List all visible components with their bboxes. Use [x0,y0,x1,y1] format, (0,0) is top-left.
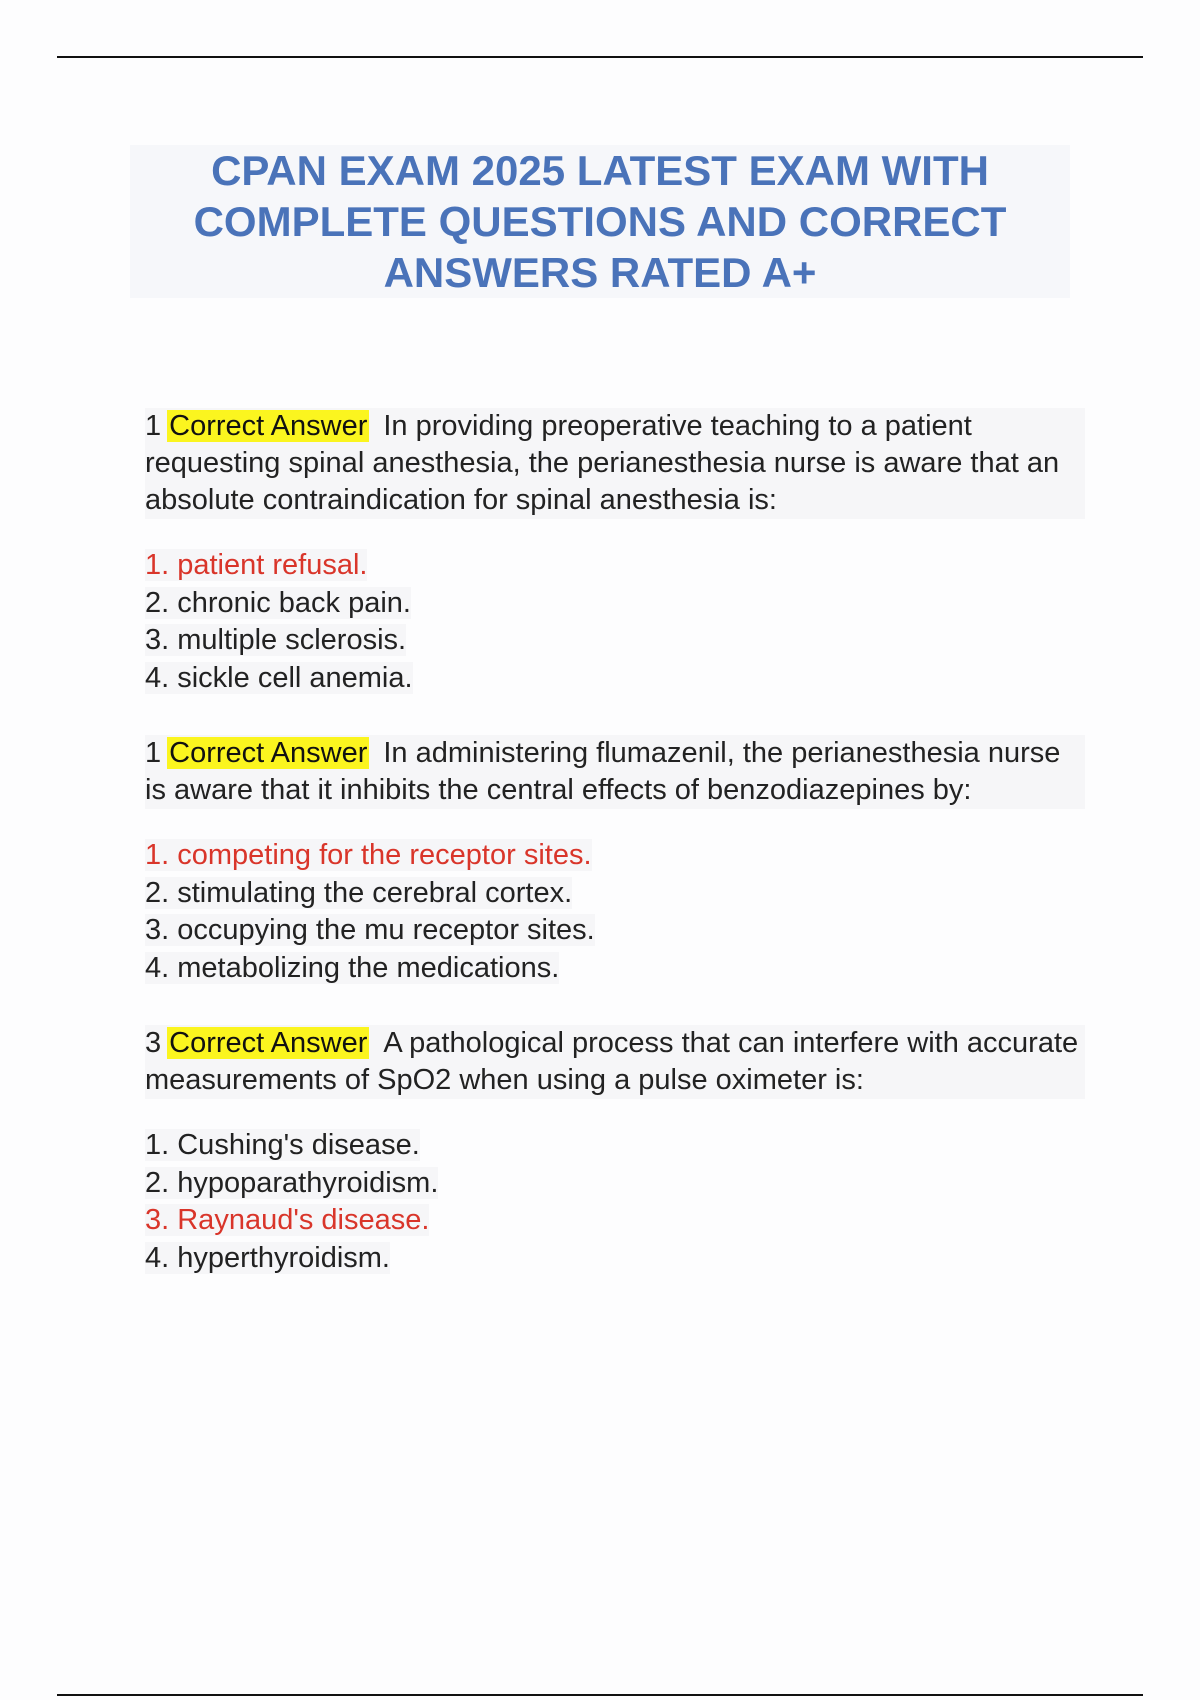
question-text: In administering flumazenil, the perianesthesia nurse is aware that it inhibits the central effects of benzodiazepines by: [145,737,1061,806]
correct-answer-tag: Correct Answer [169,737,368,769]
option-text: 1. competing for the receptor sites. [145,839,592,871]
answer-option [145,1165,1085,1203]
answer-options [145,1127,1085,1277]
option-text: 3. multiple sclerosis. [145,624,407,656]
questions-section [145,408,1085,1315]
option-text: 2. chronic back pain. [145,586,411,619]
question-1 [145,408,1085,697]
answer-options [145,837,1085,987]
answer-option [145,912,1085,950]
title-line-2: COMPLETE QUESTIONS AND CORRECT [193,198,1007,245]
title-line-1: CPAN EXAM 2025 LATEST EXAM WITH [211,147,989,194]
answer-option [145,1127,1085,1165]
option-text: 1. patient refusal. [145,549,368,581]
question-number: 1 [145,410,162,442]
option-text: 4. hyperthyroidism. [145,1241,390,1274]
answer-option [145,622,1085,660]
answer-option-correct [145,1202,1085,1240]
question-text: In providing preoperative teaching to a patient requesting spinal anesthesia, the perianesthesia nurse is aware that an absolute contraindication for spinal anesthesia is: [145,410,1060,516]
option-text: 2. stimulating the cerebral cortex. [145,876,573,909]
question-number: 1 [145,737,162,769]
answer-option [145,660,1085,698]
top-rule [57,56,1143,58]
option-text: 2. hypoparathyroidism. [145,1166,439,1199]
answer-options [145,547,1085,697]
question-stem [145,408,1085,519]
answer-option-correct [145,837,1085,875]
option-text: 1. Cushing's disease. [145,1129,420,1161]
question-stem [145,735,1085,809]
option-text: 4. sickle cell anemia. [145,661,413,694]
question-stem [145,1025,1085,1099]
document-title [130,145,1070,298]
correct-answer-tag: Correct Answer [169,1027,368,1059]
option-text: 4. metabolizing the medications. [145,951,560,984]
question-3 [145,1025,1085,1277]
question-number: 3 [145,1027,162,1059]
answer-option [145,585,1085,623]
question-2 [145,735,1085,987]
answer-option [145,950,1085,988]
correct-answer-tag: Correct Answer [169,410,368,442]
question-text: A pathological process that can interfere with accurate measurements of SpO2 when using a pulse oximeter is: [145,1027,1079,1096]
option-text: 3. Raynaud's disease. [145,1204,430,1236]
answer-option-correct [145,547,1085,585]
title-line-3: ANSWERS RATED A+ [383,249,817,296]
answer-option [145,1240,1085,1278]
option-text: 3. occupying the mu receptor sites. [145,914,595,946]
bottom-rule [57,1694,1143,1696]
answer-option [145,875,1085,913]
